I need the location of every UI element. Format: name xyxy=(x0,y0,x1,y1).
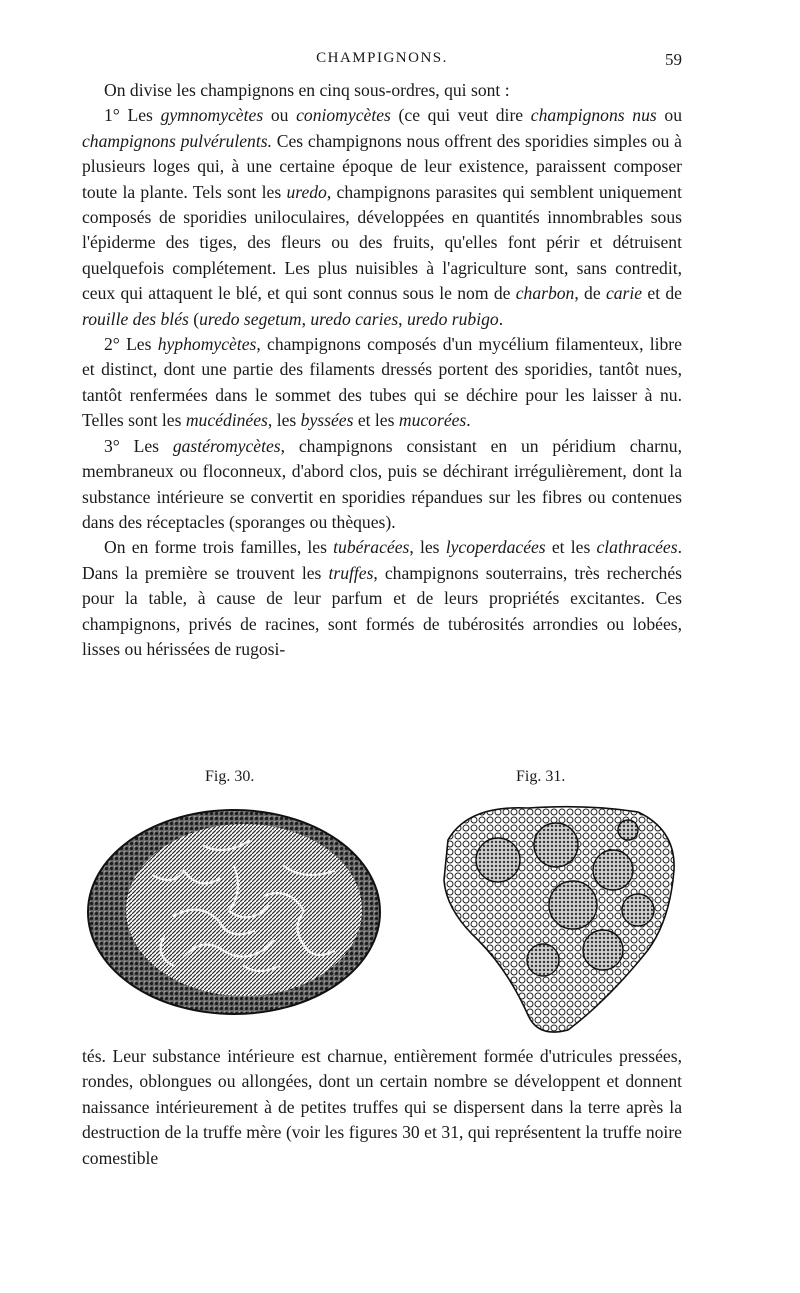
paragraph-continuation: tés. Leur substance intérieure est charnue, entièrement formée d'utricules pressées, rondes, oblongues ou allongées, dont un certain nombre se développent et donnent naissance intérieurement à de petites truffes qui se dispersent dans la terre après la destruction de la truffe mère (voir les figures 30 et 31, qui représentent la truffe noire comestible xyxy=(82,1046,682,1168)
paragraph-intro: On divise les champignons en cinq sous-ordres, qui sont : xyxy=(104,80,510,100)
truffle-engraving xyxy=(84,806,384,1018)
paragraph-families: On en forme trois familles, les tubéracées, les lycoperdacées et les clathracées. Dans la première se trouvent les truffes, champignons souterrains, très recherchés pour la table, à cause de leur parfum et de leurs propriétés excitantes. Ces champignons, privés de racines, sont formés de tubérosités arrondies ou lobées, lisses ou hérissées de rugosi- xyxy=(82,537,683,659)
figure-30-truffle-illustration xyxy=(84,806,384,1018)
truffle-section-engraving xyxy=(438,800,682,1038)
paragraph-gasteromycetes: 3° Les gastéromycètes, champignons consistant en un péridium charnu, membraneux ou floconneux, d'abord clos, puis se déchirant irrégulièrement, dont la substance intérieure se convertit en sporidies répandues sur les fibres ou contenues dans des réceptacles (sporanges ou thèques). xyxy=(82,435,682,532)
figure-30-caption: Fig. 30. xyxy=(205,768,255,785)
paragraph-hyphomycetes: 2° Les hyphomycètes, champignons composés d'un mycélium filamenteux, libre et distinct, dont une partie des filaments dressés portent des sporidies, tantôt nues, tantôt renfermées dans le sommet des tubes qui se déchire pour les laisser à nu. Telles sont les mucédinées, les byssées et les mucorées. xyxy=(82,334,682,431)
page-header xyxy=(82,50,682,74)
text-block-top xyxy=(82,78,682,662)
paragraph-gymnomycetes: 1° Les gymnomycètes ou coniomycètes (ce qui veut dire champignons nus ou champignons pulvérulents. Ces champignons nous offrent des sporidies simples ou à plusieurs loges qui, à une certaine époque de leur existence, paraissent composer toute la plante. Tels sont les uredo, champignons parasites qui semblent uniquement composés de sporidies uniloculaires, développées en quantités innombrables sous l'épiderme des tiges, des fleurs ou des fruits, qu'elles font périr et détruisent quelquefois complétement. Les plus nuisibles à l'agriculture sont, sans contredit, ceux qui attaquent le blé, et qui sont connus sous le nom de charbon, de carie et de rouille des blés (uredo segetum, uredo caries, uredo rubigo. xyxy=(82,105,682,329)
page-number: 59 xyxy=(665,50,682,69)
figure-31-caption: Fig. 31. xyxy=(516,768,566,785)
running-title: CHAMPIGNONS. xyxy=(316,50,448,66)
figure-31-truffle-section-illustration xyxy=(438,800,682,1038)
text-block-bottom xyxy=(82,1044,682,1171)
